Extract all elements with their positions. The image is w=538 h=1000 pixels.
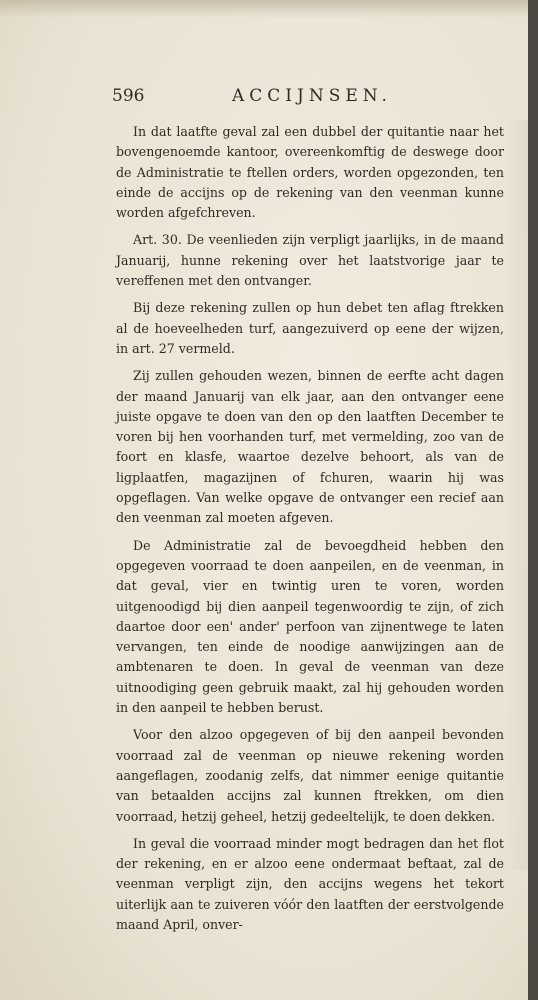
page-number: 596: [112, 86, 145, 106]
paragraph: In geval die voorraad minder mogt bedragen dan het flot der rekening, en er alzoo eene ondermaat beftaat, zal de veenman verpligt zijn, den accijns wegens het tekort uiterlijk aan te zuiveren vóór den laatften der eerstvolgende maand April, onver-: [116, 835, 504, 932]
paragraph: Zij zullen gehouden wezen, binnen de eerfte acht dagen der maand Januarij van elk jaar, aan den ontvanger eene juiste opgave te doen van den op den laatften December te voren bij hen voorhanden turf, met vermelding, zoo van de foort en klasfe, waartoe dezelve behoort, als van de ligplaatfen, magazijnen of fchuren, waarin hij was opgeflagen. Van welke opgave de ontvanger een recief aan den veenman zal moeten afgeven.: [116, 368, 504, 526]
scan-border: [528, 0, 538, 1000]
paragraph: De Administratie zal de bevoegdheid hebben den opgegeven voorraad te doen aanpeilen, en de veenman, in dat geval, vier en twintig uren te voren, worden uitgenoodigd bij dien aanpeil tegenwoordig te zijn, of zich daartoe door een' ander' perfoon van zijnentwege te laten vervangen, ten einde de noodige aanwijzingen aan de ambtenaren te doen. In geval de veenman van deze uitnoodiging geen gebruik maakt, zal hij gehouden worden in den aanpeil te hebben berust.: [116, 537, 504, 716]
paragraph: Bij deze rekening zullen op hun debet ten aflag ftrekken al de hoeveelheden turf, aangezuiverd op eene der wijzen, in art. 27 vermeld.: [116, 300, 504, 356]
paragraph: Voor den alzoo opgegeven of bij den aanpeil bevonden voorraad zal de veenman op nieuwe rekening worden aangeflagen, zoodanig zelfs, dat nimmer eenige quitantie van betaalden accijns zal kunnen ftrekken, om dien voorraad, hetzij geheel, hetzij gedeeltelijk, te doen dekken.: [116, 727, 504, 824]
page-header: [0, 86, 528, 110]
page-top-shadow: [0, 0, 528, 18]
running-title: ACCIJNSEN.: [232, 86, 392, 106]
paragraph: In dat laatfte geval zal een dubbel der quitantie naar het bovengenoemde kantoor, overeenkomftig de deswege door de Administratie te ftellen orders, worden opgezonden, ten einde de accijns op de rekening van den veenman kunne worden afgefchreven.: [116, 124, 504, 221]
body-text: [116, 122, 504, 942]
page-edge-shading: [506, 120, 528, 870]
paragraph: Art. 30. De veenlieden zijn verpligt jaarlijks, in de maand Januarij, hunne rekening over het laatstvorige jaar te vereffenen met den ontvanger.: [116, 232, 504, 289]
